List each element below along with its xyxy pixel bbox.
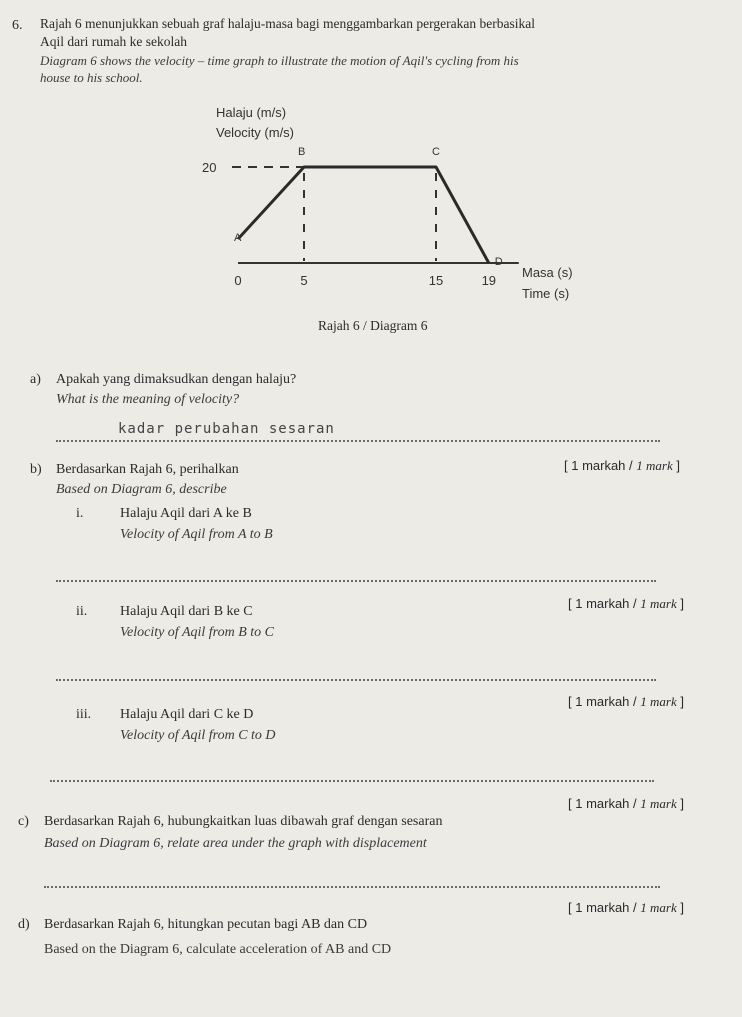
intro-english-line-2: house to his school. xyxy=(40,70,143,85)
qb-ii-answer-line xyxy=(56,679,656,681)
velocity-time-graph xyxy=(190,95,610,315)
point-label-b: B xyxy=(298,146,306,158)
qb-i-mark: [ 1 markah / 1 mark ] xyxy=(568,596,684,611)
x-tick-label-0: 0 xyxy=(234,273,242,288)
qd-malay: Berdasarkan Rajah 6, hitungkan pecutan bagi AB dan CD xyxy=(44,917,368,932)
qb-label: b) xyxy=(30,462,42,477)
x-tick-label-19: 19 xyxy=(481,273,497,288)
x-axis-label-ms: Masa (s) xyxy=(522,265,573,280)
qc-label: c) xyxy=(18,814,29,829)
qb-malay: Berdasarkan Rajah 6, perihalkan xyxy=(56,462,239,477)
qc-mark: [ 1 markah / 1 mark ] xyxy=(568,900,684,915)
x-axis-label-en: Time (s) xyxy=(522,286,570,301)
qb-iii-answer-line xyxy=(50,780,654,782)
diagram-caption: Rajah 6 / Diagram 6 xyxy=(318,318,428,333)
graph-group xyxy=(202,146,519,288)
qb-i-malay: Halaju Aqil dari A ke B xyxy=(120,506,252,521)
x-tick-label-15: 15 xyxy=(428,273,444,288)
qb-iii-english: Velocity of Aqil from C to D xyxy=(120,728,276,743)
qa-english: What is the meaning of velocity? xyxy=(56,392,240,407)
x-tick-label-5: 5 xyxy=(300,273,308,288)
qb-iii-malay: Halaju Aqil dari C ke D xyxy=(120,707,254,722)
qc-answer-line xyxy=(44,886,660,888)
qb-i-english: Velocity of Aqil from A to B xyxy=(120,527,273,542)
intro-malay-line-2: Aqil dari rumah ke sekolah xyxy=(40,34,187,49)
qa-answer-line xyxy=(56,440,660,442)
qc-malay: Berdasarkan Rajah 6, hubungkaitkan luas dibawah graf dengan sesaran xyxy=(44,814,443,829)
qa-label: a) xyxy=(30,372,41,387)
qd-label: d) xyxy=(18,917,30,932)
qd-english: Based on the Diagram 6, calculate acceleration of AB and CD xyxy=(44,942,392,957)
qa-handwritten-answer: kadar perubahan sesaran xyxy=(118,421,335,437)
qb-i-answer-line xyxy=(56,580,656,582)
qb-ii-english: Velocity of Aqil from B to C xyxy=(120,625,274,640)
qb-i-label: i. xyxy=(76,506,84,521)
question-number: 6. xyxy=(12,18,23,33)
velocity-line xyxy=(238,167,489,263)
qb-english: Based on Diagram 6, describe xyxy=(56,482,227,497)
point-label-a: A xyxy=(234,232,242,244)
qb-ii-label: ii. xyxy=(76,604,88,619)
qc-english: Based on Diagram 6, relate area under the graph with displacement xyxy=(44,836,427,851)
point-label-d: D xyxy=(494,256,503,268)
intro-english-line-1: Diagram 6 shows the velocity – time graph to illustrate the motion of Aqil's cycling from his xyxy=(40,53,519,68)
y-axis-label-en: Velocity (m/s) xyxy=(216,125,295,140)
qb-iii-mark: [ 1 markah / 1 mark ] xyxy=(568,796,684,811)
y-tick-label-20: 20 xyxy=(202,160,217,175)
qb-iii-label: iii. xyxy=(76,707,92,722)
qa-malay: Apakah yang dimaksudkan dengan halaju? xyxy=(56,372,297,387)
qa-mark: [ 1 markah / 1 mark ] xyxy=(564,458,680,473)
y-axis-label-ms: Halaju (m/s) xyxy=(216,105,287,120)
qb-ii-mark: [ 1 markah / 1 mark ] xyxy=(568,694,684,709)
point-label-c: C xyxy=(432,146,440,158)
qb-ii-malay: Halaju Aqil dari B ke C xyxy=(120,604,253,619)
intro-malay-line-1: Rajah 6 menunjukkan sebuah graf halaju-masa bagi menggambarkan pergerakan berbasikal xyxy=(40,16,535,31)
